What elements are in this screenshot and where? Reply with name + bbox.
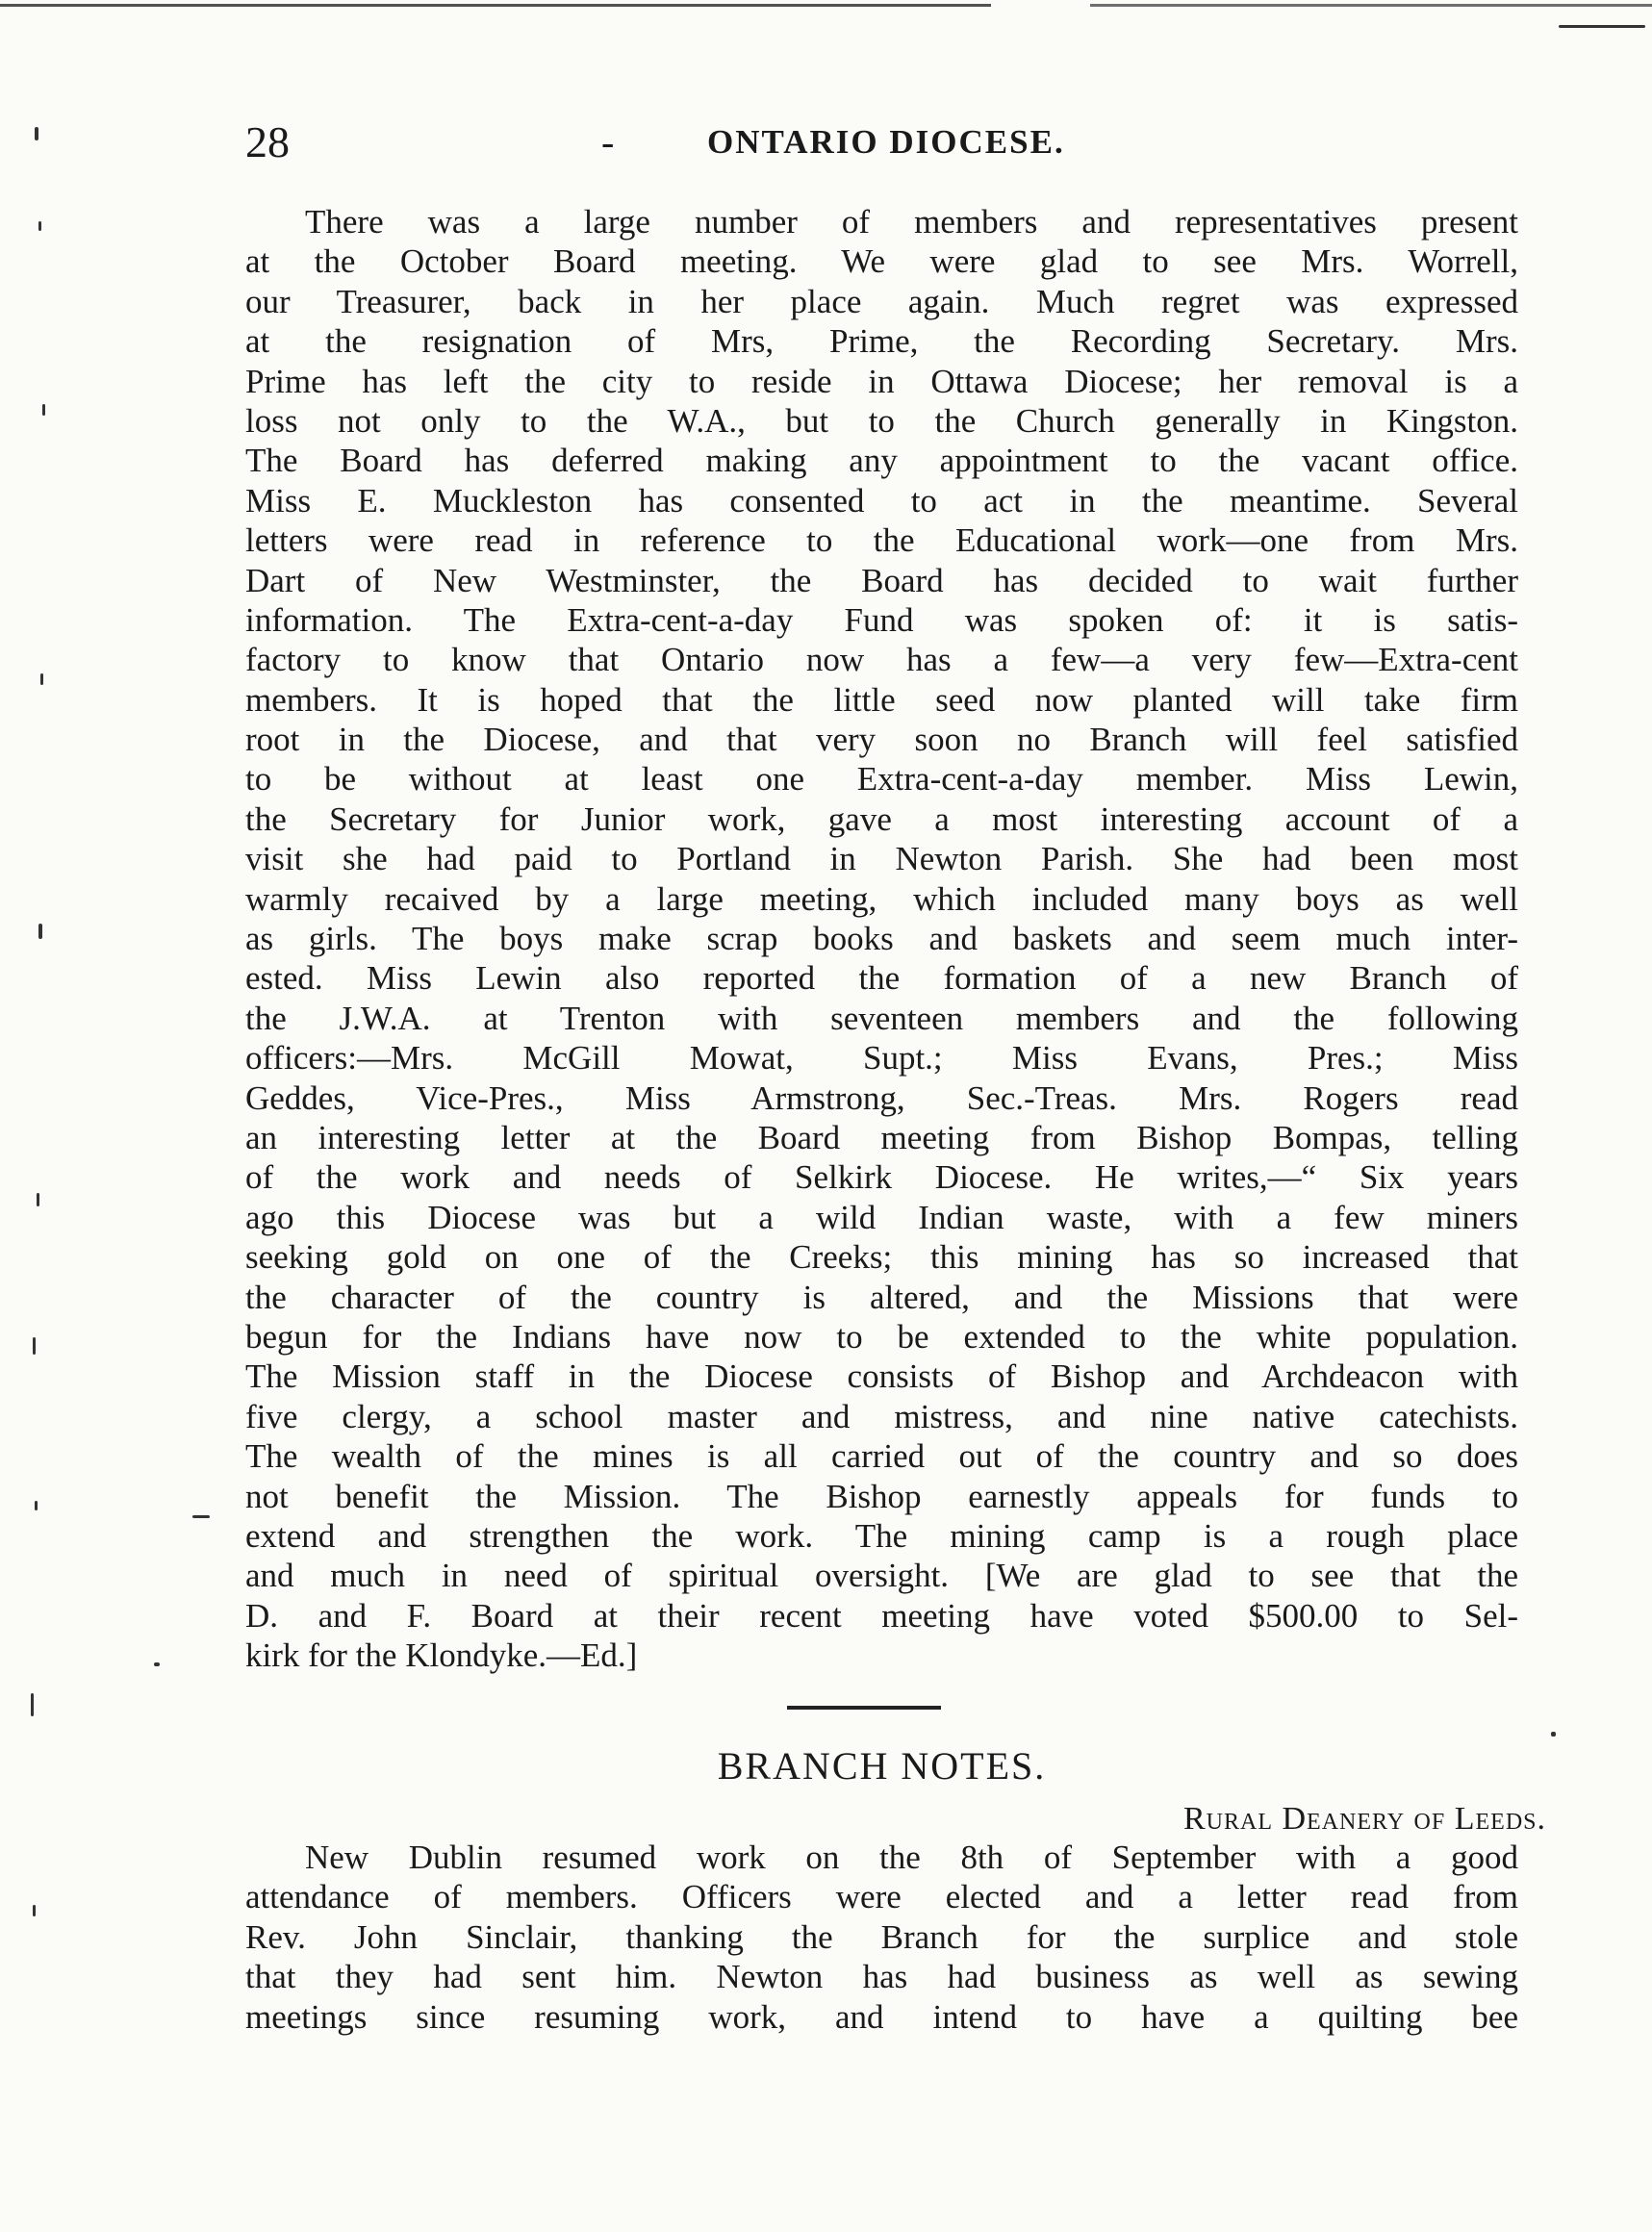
text-line: to be without at least one Extra-cent-a-day member. Miss Lewin, (245, 760, 1518, 799)
text-line: officers:—Mrs. McGill Mowat, Supt.; Miss Evans, Pres.; Miss (245, 1039, 1518, 1078)
text-line: information. The Extra-cent-a-day Fund was spoken of: it is satis- (245, 600, 1518, 639)
section-title: BRANCH NOTES. (717, 1744, 1047, 1788)
text-line: at the October Board meeting. We were glad to see Mrs. Worrell, (245, 242, 1518, 281)
page-number: 28 (245, 117, 290, 166)
text-line: five clergy, a school master and mistress, and nine native catechists. (245, 1397, 1518, 1435)
text-line: extend and strengthen the work. The mining camp is a rough place (245, 1516, 1518, 1555)
page-header (245, 114, 1515, 171)
text-line: warmly recaived by a large meeting, which included many boys as well (245, 879, 1518, 918)
text-line: The Board has deferred making any appointment to the vacant office. (245, 442, 1518, 480)
text-line: the character of the country is altered, and the Missions that were (245, 1278, 1518, 1316)
text-line: as girls. The boys make scrap books and baskets and seem much inter- (245, 920, 1518, 958)
text-line: at the resignation of Mrs, Prime, the Recording Secretary. Mrs. (245, 322, 1518, 361)
text-line: that they had sent him. Newton has had business as well as sewing (245, 1958, 1518, 1996)
text-line: The Mission staff in the Diocese consists of Bishop and Archdeacon with (245, 1357, 1518, 1396)
text-line: The wealth of the mines is all carried out of the country and so does (245, 1437, 1518, 1476)
text-line: not benefit the Mission. The Bishop earnestly appeals for funds to (245, 1477, 1518, 1515)
deanery-heading: Rural Deanery of Leeds. (1182, 1801, 1546, 1837)
text-line: of the work and needs of Selkirk Diocese. He writes,—“ Six years (245, 1158, 1518, 1197)
text-line: There was a large number of members and representatives present (305, 203, 1518, 241)
text-line: visit she had paid to Portland in Newton Parish. She had been most (245, 840, 1518, 878)
text-line: D. and F. Board at their recent meeting have voted $500.00 to Sel- (245, 1596, 1518, 1635)
text-line: Rev. John Sinclair, thanking the Branch for the surplice and stole (245, 1917, 1518, 1956)
text-line: meetings since resuming work, and intend to have a quilting bee (245, 1997, 1518, 2036)
text-line: New Dublin resumed work on the 8th of September with a good (305, 1839, 1518, 1876)
text-line: and much in need of spiritual oversight. [We are glad to see that the (245, 1557, 1518, 1595)
text-line: attendance of members. Officers were elected and a letter read from (245, 1878, 1518, 1916)
main-article (245, 202, 1518, 1675)
text-line: the J.W.A. at Trenton with seventeen members and the following (245, 999, 1518, 1037)
text-line: kirk for the Klondyke.—Ed.] (245, 1636, 638, 1675)
text-line: ago this Diocese was but a wild Indian waste, with a few miners (245, 1198, 1518, 1236)
section-separator (787, 1706, 941, 1710)
text-line: members. It is hoped that the little seed now planted will take firm (245, 680, 1518, 719)
header-dash: - (601, 120, 615, 164)
text-line: Prime has left the city to reside in Ottawa Diocese; her removal is a (245, 362, 1518, 400)
running-head: ONTARIO DIOCESE. (707, 123, 1065, 161)
text-line: an interesting letter at the Board meeting from Bishop Bompas, telling (245, 1118, 1518, 1156)
text-line: Dart of New Westminster, the Board has decided to wait further (245, 561, 1518, 599)
text-line: letters were read in reference to the Educational work—one from Mrs. (245, 521, 1518, 560)
text-line: the Secretary for Junior work, gave a most interesting account of a (245, 799, 1518, 838)
top-rule (0, 4, 1652, 7)
text-line: factory to know that Ontario now has a few—a very few—Extra-cent (245, 641, 1518, 679)
text-line: loss not only to the W.A., but to the Church generally in Kingston. (245, 401, 1518, 440)
text-line: seeking gold on one of the Creeks; this mining has so increased that (245, 1238, 1518, 1277)
text-line: our Treasurer, back in her place again. Much regret was expressed (245, 282, 1518, 320)
text-line: root in the Diocese, and that very soon no Branch will feel satisfied (245, 721, 1518, 759)
text-line: Miss E. Muckleston has consented to act in the meantime. Several (245, 481, 1518, 520)
text-line: begun for the Indians have now to be extended to the white population. (245, 1317, 1518, 1356)
branch-notes-text (245, 1838, 1518, 2037)
text-line: ested. Miss Lewin also reported the formation of a new Branch of (245, 959, 1518, 998)
text-line: Geddes, Vice-Pres., Miss Armstrong, Sec.-Treas. Mrs. Rogers read (245, 1078, 1518, 1117)
